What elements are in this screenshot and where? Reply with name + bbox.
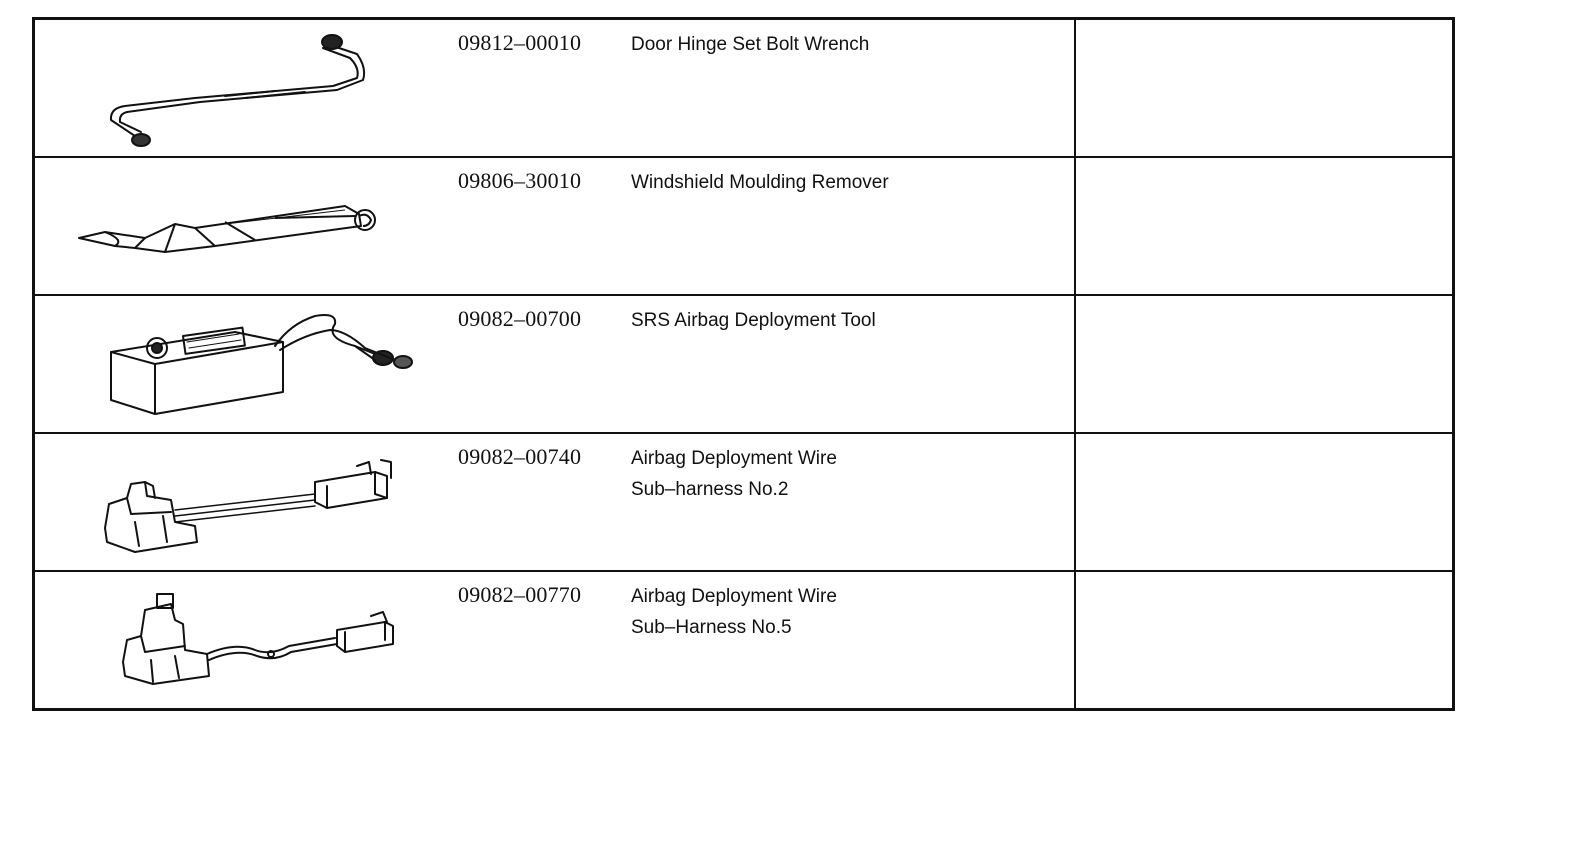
tool-cell (34, 19, 1076, 158)
table-row (34, 571, 1454, 710)
part-number: 09082–00700 (458, 306, 582, 331)
sub-harness-illustration-icon (75, 580, 415, 702)
tool-name (631, 305, 876, 336)
tool-name (631, 29, 869, 60)
special-service-tools-table (32, 17, 1455, 711)
remarks-cell (1075, 295, 1454, 433)
part-number: 09812–00010 (458, 30, 582, 55)
part-number: 09082–00770 (458, 582, 582, 607)
wrench-illustration-icon (75, 28, 415, 150)
table-row (34, 157, 1454, 295)
tool-cell (34, 157, 1076, 295)
sub-harness-illustration-icon (75, 442, 415, 564)
part-number: 09806–30010 (458, 168, 582, 193)
tool-cell (34, 433, 1076, 571)
remarks-cell (1075, 433, 1454, 571)
tool-name-line: Airbag Deployment Wire (631, 586, 837, 607)
tool-name (631, 581, 837, 643)
remarks-cell (1075, 19, 1454, 158)
tool-cell (34, 295, 1076, 433)
table-row (34, 19, 1454, 158)
tool-cell (34, 571, 1076, 710)
tool-name-line: SRS Airbag Deployment Tool (631, 310, 876, 331)
table-row (34, 433, 1454, 571)
tool-name-line: Windshield Moulding Remover (631, 172, 889, 193)
tool-name (631, 443, 837, 505)
part-number: 09082–00740 (458, 444, 582, 469)
tool-name-line: Door Hinge Set Bolt Wrench (631, 34, 870, 55)
moulding-remover-illustration-icon (75, 166, 415, 288)
tool-name-line: Sub–Harness No.5 (631, 617, 792, 638)
tool-name (631, 167, 889, 198)
tool-name-line: Sub–harness No.2 (631, 479, 789, 500)
remarks-cell (1075, 571, 1454, 710)
table-row (34, 295, 1454, 433)
deployment-tool-illustration-icon (75, 304, 415, 426)
tool-name-line: Airbag Deployment Wire (631, 448, 837, 469)
remarks-cell (1075, 157, 1454, 295)
